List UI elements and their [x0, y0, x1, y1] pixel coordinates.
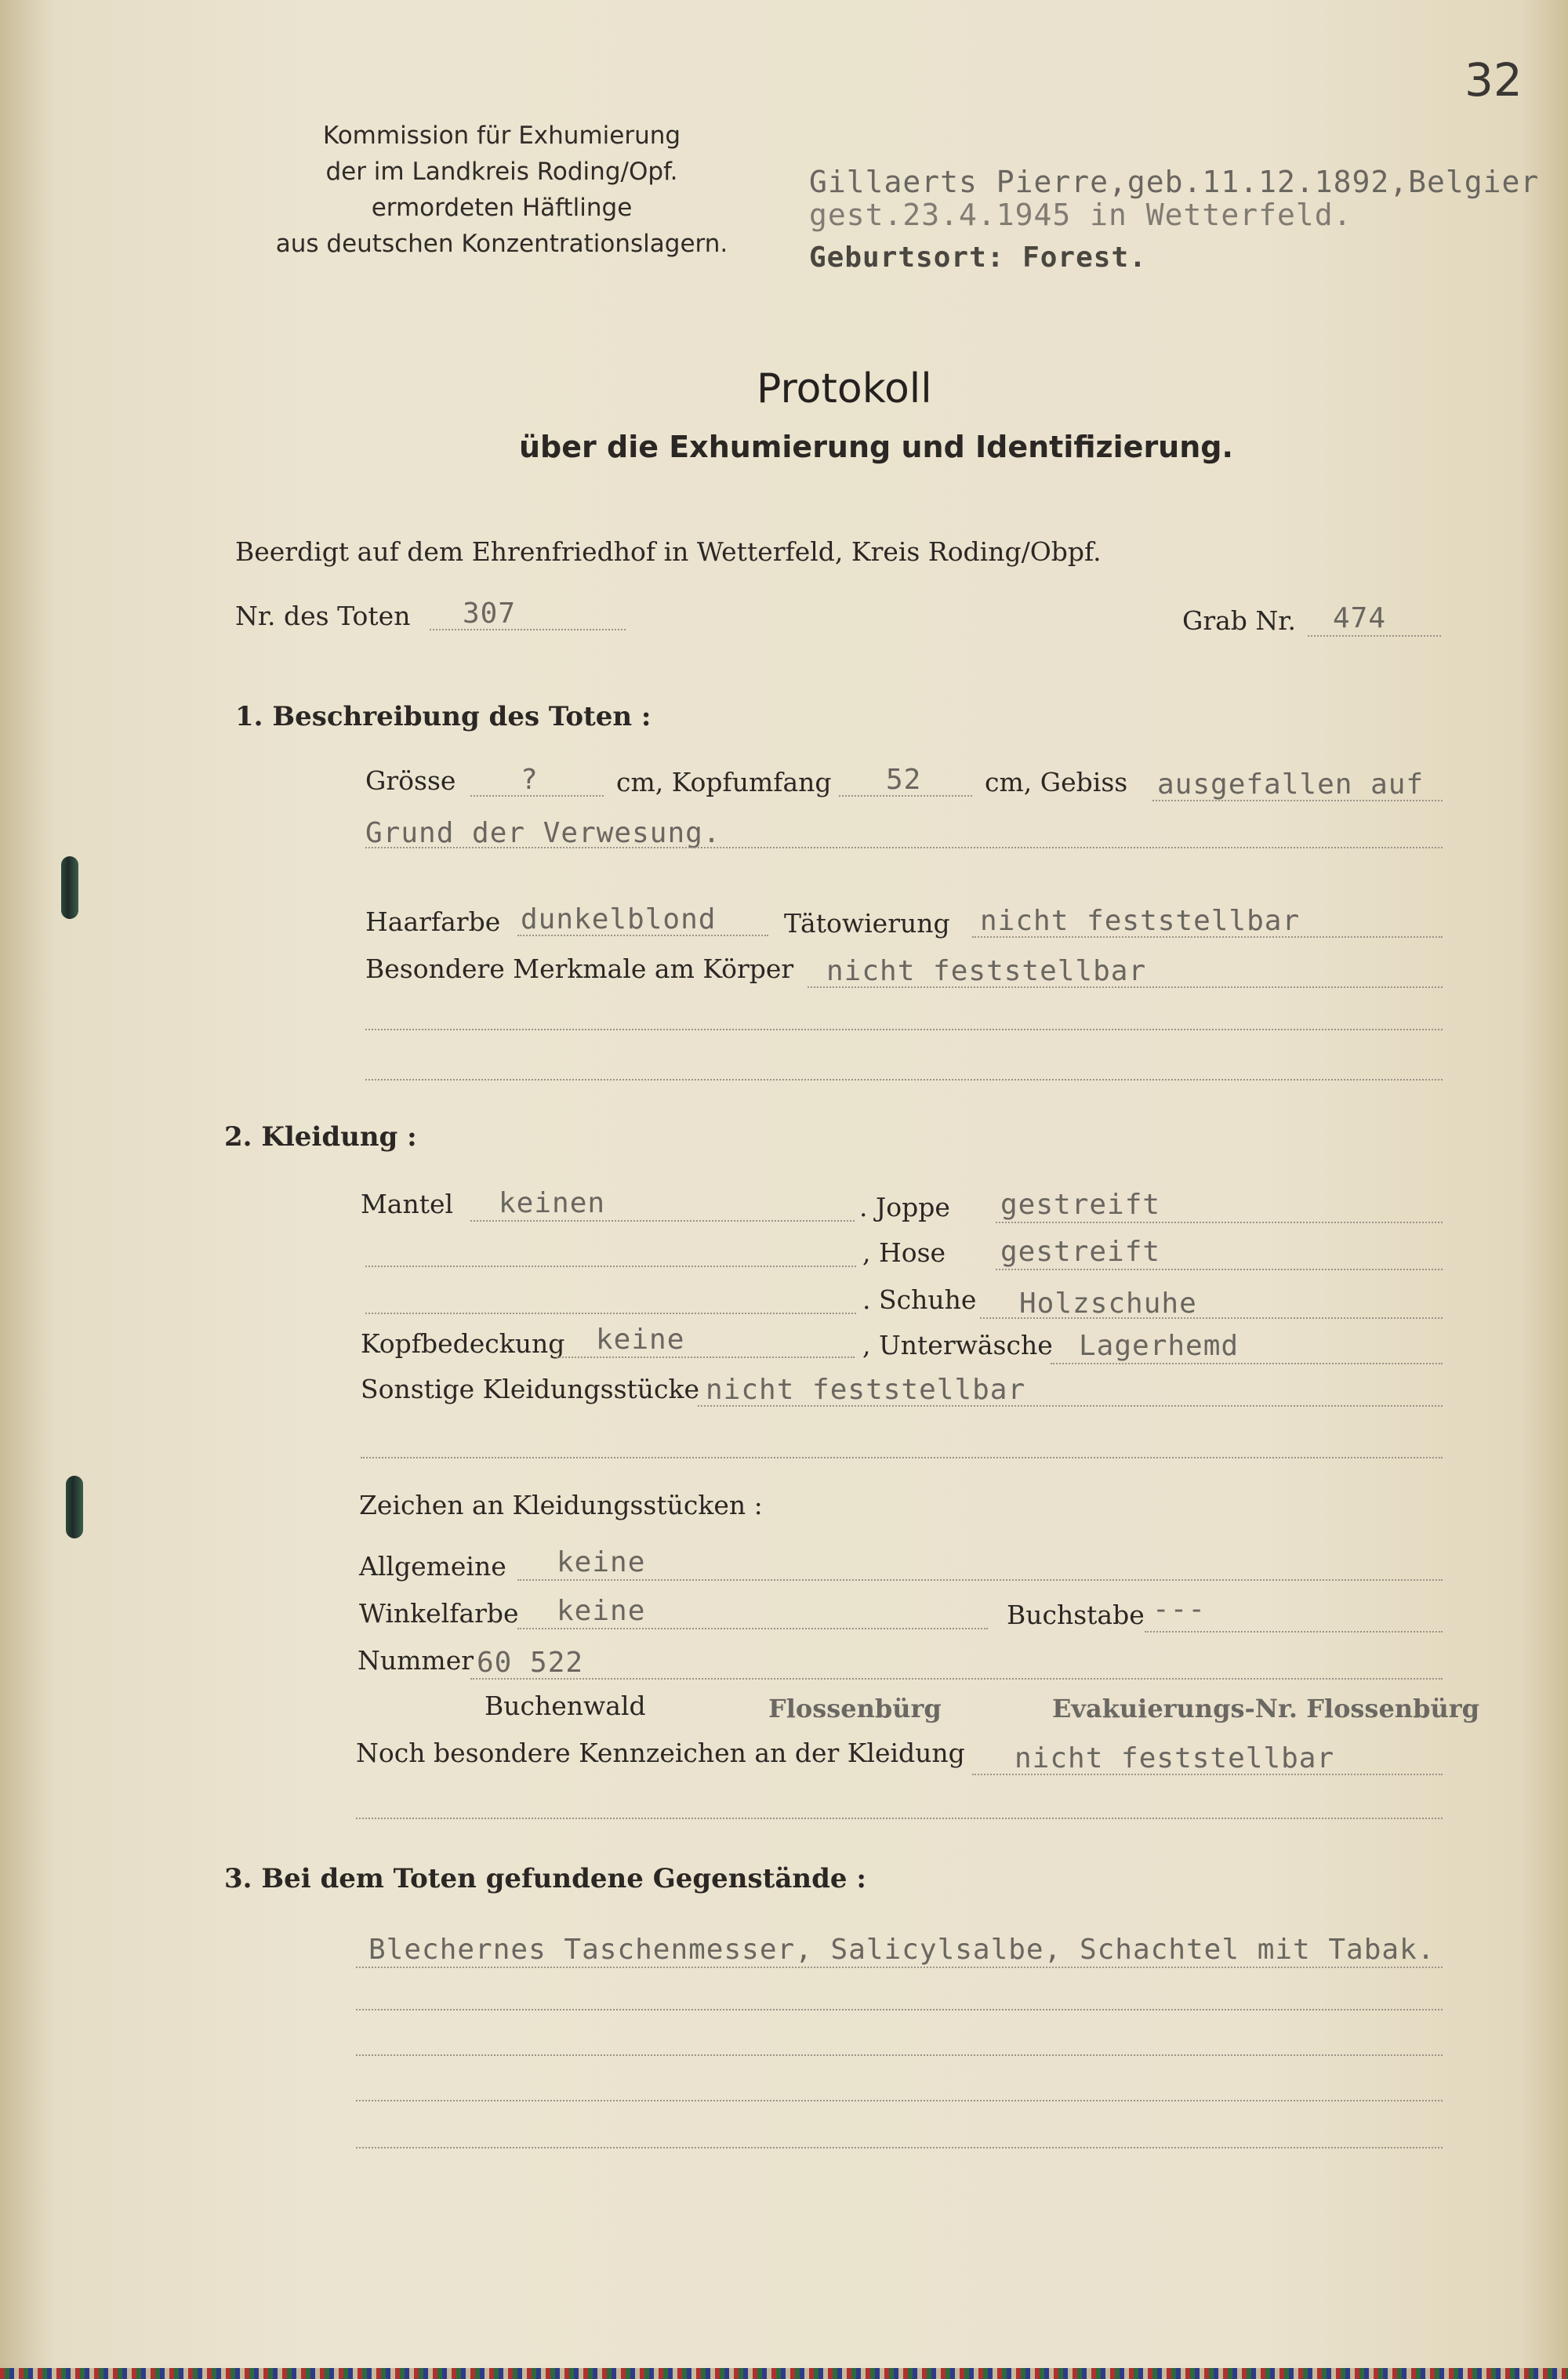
kopfbedeckung-label: Kopfbedeckung [361, 1328, 565, 1359]
hose-label: , Hose [862, 1237, 946, 1268]
grab-value: 474 [1333, 602, 1387, 634]
commission-line-1: Kommission für Exhumierung [322, 122, 681, 150]
buchstabe-label: Buchstabe [1007, 1600, 1145, 1630]
punch-hole-mark-top [61, 856, 78, 919]
color-calibration-strip [0, 2368, 1568, 2379]
document-title: Protokoll [757, 365, 932, 412]
kopfbedeckung-value: keine [596, 1324, 685, 1356]
schuhe-label: . Schuhe [862, 1284, 977, 1315]
buchstabe-value: --- [1152, 1593, 1207, 1625]
commission-header [259, 118, 745, 262]
kopfumfang-value: 52 [886, 764, 922, 796]
groesse-label: Grösse [365, 765, 456, 796]
groesse-value: ? [521, 764, 539, 796]
section2-heading: 2. Kleidung : [224, 1121, 417, 1153]
evakuierungs-nr-stamp: Evakuierungs-Nr. Flossenbürg [1052, 1694, 1479, 1723]
section1-heading: 1. Beschreibung des Toten : [235, 701, 652, 732]
allgemeine-label: Allgemeine [359, 1551, 506, 1582]
winkelfarbe-value: keine [557, 1595, 646, 1627]
nummer-label: Nummer [358, 1645, 474, 1676]
commission-line-3: ermordeten Häftlinge [371, 194, 633, 222]
nummer-value: 60 522 [477, 1647, 584, 1679]
unterwaesche-label: , Unterwäsche [862, 1330, 1053, 1360]
commission-line-2: der im Landkreis Roding/Opf. [325, 158, 678, 186]
sonstige-value: nicht feststellbar [706, 1374, 1026, 1406]
flossenburg-stamp: Flossenbürg [768, 1694, 942, 1723]
document-subtitle: über die Exhumierung und Identifizierung. [519, 430, 1233, 464]
schuhe-value: Holzschuhe [1019, 1288, 1197, 1320]
cm-gebiss-label: cm, Gebiss [985, 767, 1128, 797]
gebiss-continuation: Grund der Verwesung. [365, 817, 721, 849]
found-items-value: Blechernes Taschenmesser, Salicylsalbe, Schachtel mit Tabak. [368, 1934, 1436, 1966]
mantel-label: Mantel [361, 1189, 454, 1219]
punch-hole-mark-bottom [66, 1476, 83, 1538]
nr-toten-value: 307 [463, 597, 517, 630]
merkmale-value: nicht feststellbar [826, 955, 1147, 987]
burial-text: Beerdigt auf dem Ehrenfriedhof in Wetterfeld, Kreis Roding/Obpf. [235, 536, 1102, 567]
zeichen-label: Zeichen an Kleidungsstücken : [359, 1490, 763, 1520]
winkelfarbe-label: Winkelfarbe [359, 1598, 519, 1629]
merkmale-label: Besondere Merkmale am Körper [365, 953, 794, 984]
taetowierung-label: Tätowierung [784, 908, 950, 939]
allgemeine-value: keine [557, 1546, 646, 1578]
joppe-label: . Joppe [859, 1192, 950, 1222]
gebiss-value: ausgefallen auf [1157, 768, 1425, 801]
taetowierung-value: nicht feststellbar [980, 905, 1301, 937]
sonstige-label: Sonstige Kleidungsstücke [361, 1374, 700, 1404]
cm-kopfumfang-label: cm, Kopfumfang [616, 767, 832, 797]
commission-line-4: aus deutschen Konzentrationslagern. [275, 230, 728, 258]
haarfarbe-value: dunkelblond [521, 903, 717, 935]
hose-value: gestreift [1000, 1236, 1161, 1268]
unterwaesche-value: Lagerhemd [1079, 1330, 1240, 1362]
grab-label: Grab Nr. [1182, 605, 1296, 636]
haarfarbe-label: Haarfarbe [365, 906, 501, 937]
typed-name-line: Gillaerts Pierre,geb.11.12.1892,Belgier [809, 165, 1540, 199]
nr-toten-label: Nr. des Toten [235, 601, 411, 631]
noch-kennzeichen-value: nicht feststellbar [1014, 1742, 1335, 1774]
mantel-value: keinen [499, 1187, 606, 1219]
noch-kennzeichen-label: Noch besondere Kennzeichen an der Kleidung [356, 1738, 965, 1768]
joppe-value: gestreift [1000, 1189, 1161, 1221]
typed-death-line: gest.23.4.1945 in Wetterfeld. [809, 198, 1352, 232]
section3-heading: 3. Bei dem Toten gefundene Gegenstände : [224, 1863, 866, 1894]
page-number: 32 [1465, 53, 1523, 107]
typed-birthplace-line: Geburtsort: Forest. [809, 242, 1147, 274]
buchenwald-label: Buchenwald [485, 1691, 646, 1721]
